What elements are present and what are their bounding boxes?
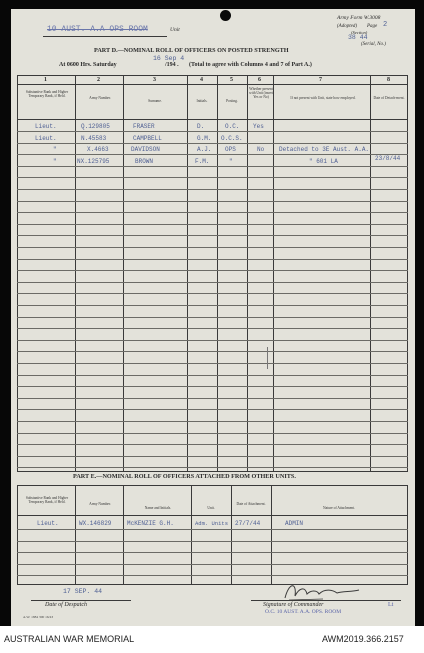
part-d-date-year: /194 . bbox=[165, 62, 179, 68]
ruled-line bbox=[17, 247, 408, 248]
header-rank: Substantive Rank and Higher Temporary Rank, if Held. bbox=[25, 90, 69, 99]
ruled-line bbox=[17, 529, 408, 530]
d-row3-rank: " bbox=[53, 146, 57, 153]
header-surname: Surname. bbox=[148, 99, 162, 103]
ruled-line bbox=[17, 201, 408, 202]
col-num-2: 2 bbox=[97, 77, 100, 83]
caption-right: AWM2019.366.2157 bbox=[322, 634, 404, 644]
d-row1-present: Yes bbox=[253, 123, 264, 130]
col-num-3: 3 bbox=[153, 77, 156, 83]
form-page-prefix: Page bbox=[367, 24, 378, 29]
d-row1-posting: O.C. bbox=[225, 123, 240, 130]
part-e-title: PART E.—NOMINAL ROLL OF OFFICERS ATTACHED FROM OTHER UNITS. bbox=[73, 473, 296, 480]
e-row1-name: McKENZIE G.H. bbox=[127, 520, 174, 527]
ruled-line bbox=[17, 433, 408, 434]
d-row4-employed: " 601 LA bbox=[309, 158, 338, 165]
ruled-line bbox=[17, 270, 408, 271]
part-d-title: PART D.—NOMINAL ROLL OF OFFICERS ON POSTED STRENGTH bbox=[94, 47, 289, 54]
header-employed: If not present with Unit, state how employed. bbox=[290, 96, 356, 100]
d-row4-detachment: 23/8/44 bbox=[375, 155, 401, 162]
part-d-date-value: 16 Sep 4 bbox=[153, 55, 185, 62]
ruled-line bbox=[17, 541, 408, 542]
d-row2-rank: Lieut. bbox=[35, 135, 57, 142]
signature-underline bbox=[251, 600, 401, 601]
ruled-line bbox=[17, 293, 408, 294]
e-header-rank: Substantive Rank and Higher Temporary Rank, if Held. bbox=[25, 496, 69, 505]
d-row4-surname: BROWN bbox=[135, 158, 154, 165]
d-row4-posting: " bbox=[229, 158, 233, 165]
signature-stamp: O.C. 10 AUST. A.A. OPS. ROOM bbox=[265, 609, 342, 615]
e-row1-date: 27/7/44 bbox=[235, 520, 261, 527]
despatch-label: Date of Despatch bbox=[45, 602, 87, 608]
e-header-army-number: Army Number. bbox=[89, 502, 111, 506]
col-num-5: 5 bbox=[230, 77, 233, 83]
d-row4-rank: " bbox=[53, 158, 57, 165]
form-adopted: (Adopted) bbox=[337, 24, 357, 29]
d-row3-number: X.4663 bbox=[87, 146, 109, 153]
ruled-line bbox=[17, 235, 408, 236]
ruled-line bbox=[17, 143, 408, 144]
ruled-line bbox=[17, 351, 408, 352]
e-row1-number: WX.146829 bbox=[79, 520, 112, 527]
col-num-6: 6 bbox=[258, 77, 261, 83]
unit-underline bbox=[43, 36, 167, 37]
d-row1-number: Q.129805 bbox=[81, 123, 110, 130]
d-row1-rank: Lieut. bbox=[35, 123, 57, 130]
d-row3-present: No bbox=[257, 146, 265, 153]
e-row1-rank: Lieut. bbox=[37, 520, 59, 527]
header-initials: Initials. bbox=[196, 99, 208, 103]
ruled-line bbox=[17, 282, 408, 283]
col-num-1: 1 bbox=[44, 77, 47, 83]
col-num-4: 4 bbox=[200, 77, 203, 83]
part-d-date-note: (Total to agree with Columns 4 and 7 of Part A.) bbox=[189, 62, 312, 68]
d-row2-surname: CAMPBELL bbox=[133, 135, 162, 142]
form-title: Army Form W.3008 bbox=[337, 15, 381, 21]
signature-suffix: Lt bbox=[388, 602, 394, 608]
signature-label: Signature of Commander bbox=[263, 602, 324, 608]
header-detachment: Date of Detach-ment. bbox=[373, 96, 405, 100]
ruled-line bbox=[17, 305, 408, 306]
d-row3-posting: OPS bbox=[225, 146, 236, 153]
unit-value: 10 AUST. A.A OPS ROOM bbox=[47, 25, 148, 34]
e-header-nature: Nature of Attachment. bbox=[322, 506, 356, 510]
ruled-line bbox=[17, 564, 408, 565]
d-row4-initials: F.M. bbox=[195, 158, 210, 165]
d-row2-posting: O.C.S. bbox=[221, 135, 243, 142]
ruled-line bbox=[17, 224, 408, 225]
d-row2-initials: G.M. bbox=[197, 135, 212, 142]
ruled-line bbox=[17, 456, 408, 457]
part-d-date-prefix: At 0600 Hrs. Saturday bbox=[59, 62, 117, 68]
ruled-line bbox=[17, 259, 408, 260]
d-row1-initials: D. bbox=[197, 123, 205, 130]
form-page-value: 2 bbox=[383, 21, 388, 29]
header-present: Whether present with Unit (insert Yes or No) bbox=[249, 87, 273, 100]
despatch-underline bbox=[31, 600, 131, 601]
ruled-line bbox=[17, 386, 408, 387]
ruled-line bbox=[17, 177, 408, 178]
pencil-mark bbox=[267, 347, 268, 369]
ruled-line bbox=[17, 467, 408, 468]
e-header-date: Date of Attachment. bbox=[236, 502, 266, 506]
col-num-7: 7 bbox=[319, 77, 322, 83]
ruled-line bbox=[17, 398, 408, 399]
despatch-date: 17 SEP. 44 bbox=[63, 588, 103, 595]
army-form-sheet bbox=[11, 9, 415, 626]
ruled-line bbox=[17, 375, 408, 376]
part-d-table bbox=[17, 75, 408, 472]
ruled-line bbox=[17, 444, 408, 445]
ruled-line bbox=[17, 409, 408, 410]
ruled-line bbox=[17, 317, 408, 318]
punch-hole bbox=[220, 10, 231, 21]
header-army-number: Army Number. bbox=[89, 96, 111, 100]
print-note: A.W. 1884 300 16/43 bbox=[23, 615, 54, 619]
header-posting: Posting. bbox=[226, 99, 238, 103]
ruled-line bbox=[17, 328, 408, 329]
d-row3-surname: DAVIDSON bbox=[131, 146, 160, 153]
ruled-line bbox=[17, 421, 408, 422]
e-header-unit: Unit. bbox=[207, 506, 215, 510]
d-row3-employed: Detached to 3E Aust. A.A. bbox=[279, 146, 370, 153]
caption-left: AUSTRALIAN WAR MEMORIAL bbox=[4, 634, 135, 644]
ruled-line bbox=[17, 212, 408, 213]
ruled-line bbox=[17, 131, 408, 132]
ruled-line bbox=[17, 363, 408, 364]
ruled-line bbox=[17, 189, 408, 190]
e-row1-unit: Adm. Units bbox=[195, 520, 229, 527]
caption-bar bbox=[0, 626, 424, 653]
ruled-line bbox=[17, 340, 408, 341]
e-header-name: Name and Initials. bbox=[144, 506, 172, 510]
form-section-label: (Section) bbox=[351, 30, 368, 35]
ruled-line bbox=[17, 552, 408, 553]
d-row1-surname: FRASER bbox=[133, 123, 155, 130]
serial-label: (Serial, No.) bbox=[361, 42, 386, 47]
ruled-line bbox=[17, 154, 408, 155]
ruled-line bbox=[17, 575, 408, 576]
d-row4-number: NX.125795 bbox=[77, 158, 110, 165]
part-e-table bbox=[17, 485, 408, 585]
e-row1-nature: ADMIN bbox=[285, 520, 304, 527]
d-row2-number: N.45583 bbox=[81, 135, 107, 142]
col-num-8: 8 bbox=[387, 77, 390, 83]
serial-value: 38 44 bbox=[348, 34, 368, 41]
d-row3-initials: A.J. bbox=[197, 146, 212, 153]
unit-label: Unit bbox=[170, 27, 180, 33]
ruled-line bbox=[17, 166, 408, 167]
